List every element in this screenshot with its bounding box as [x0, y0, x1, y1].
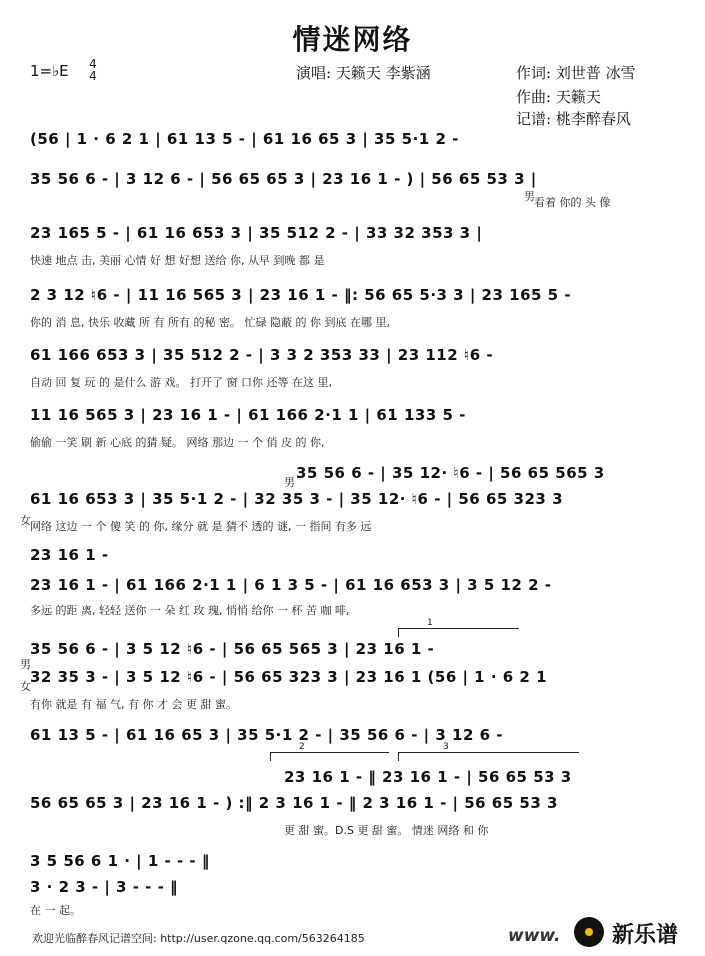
lyrics-line-11: 更 甜 蜜。D.S 更 甜 蜜。 情迷 网络 和 你 [284, 824, 489, 837]
lyrics-line-8: 多远 的距 离, 轻轻 送你 一 朵 红 玫 瑰, 悄悄 给你 一 杯 苦 咖 啡, [30, 604, 350, 617]
lyrics-line-2: 看着 你的 头 像 [534, 196, 611, 209]
female-mark: 女 [20, 514, 31, 527]
male-mark: 男 [524, 190, 535, 203]
volta-2 [270, 742, 389, 761]
female-mark: 女 [20, 680, 31, 693]
time-top: 4 [89, 57, 97, 71]
singers: 演唱: 天籁天 李紫涵 [296, 64, 431, 82]
volta-1 [398, 618, 519, 637]
volta-3-number: 3 [443, 742, 449, 752]
score-line-4: 2 3 12 ♮6 - | 11 16 565 3 | 23 16 1 - ‖: 56 65 5·3 3 | 23 165 5 - [30, 286, 572, 304]
record-disc-icon [574, 917, 604, 947]
score-line-7: 61 16 653 3 | 35 5·1 2 - | 32 35 3 - | 35 12· ♮6 - | 56 65 323 3 [30, 490, 564, 508]
lyricist: 作词: 刘世普 冰雪 [516, 64, 636, 82]
score-line-7-upper: 35 56 6 - | 35 12· ♮6 - | 56 65 565 3 [296, 464, 605, 482]
time-bottom: 4 [89, 69, 97, 83]
score-line-3: 23 165 5 - | 61 16 653 3 | 35 512 2 - | 33 32 353 3 | [30, 224, 483, 242]
watermark-text: www. [508, 926, 561, 946]
male-mark: 男 [20, 658, 31, 671]
composer: 作曲: 天籁天 [516, 88, 601, 106]
score-line-2: 35 56 6 - | 3 12 6 - | 56 65 65 3 | 23 16 1 - ) | 56 65 53 3 | [30, 170, 537, 188]
lyrics-line-4: 你的 消 息, 快乐 收藏 所 有 所有 的秘 密。 忙碌 隐蔽 的 你 到底 在哪 里, [30, 316, 390, 329]
score-line-5: 61 166 653 3 | 35 512 2 - | 3 3 2 353 33 | 23 112 ♮6 - [30, 346, 494, 364]
time-signature [86, 58, 100, 82]
score-line-6: 11 16 565 3 | 23 16 1 - | 61 166 2·1 1 | 61 133 5 - [30, 406, 466, 424]
volta-2-number: 2 [299, 742, 305, 752]
male-mark: 男 [284, 476, 295, 489]
lyrics-line-3: 快速 地点 击, 美丽 心情 好 想 好想 送给 你, 从早 到晚 都 是 [30, 254, 325, 267]
lyrics-line-12: 在 一 起。 [30, 904, 81, 917]
score-line-12-upper: 3 5 56 6 1 · | 1 - - - ‖ [30, 852, 210, 870]
site-logo [568, 914, 700, 950]
transcriber: 记谱: 桃李醉春风 [516, 110, 631, 128]
key-signature: 1=♭E [30, 62, 69, 80]
footer-credit: 欢迎光临醉春风记谱空间: http://user.qzone.qq.com/563264185 [32, 932, 365, 945]
score-line-8-upper: 23 16 1 - [30, 546, 109, 564]
score-line-11-upper: 23 16 1 - ‖ 23 16 1 - | 56 65 53 3 [284, 768, 572, 786]
score-line-11: 56 65 65 3 | 23 16 1 - ) :‖ 2 3 16 1 - ‖ 2 3 16 1 - | 56 65 53 3 [30, 794, 558, 812]
logo-text: 新乐谱 [612, 923, 679, 948]
score-line-8: 23 16 1 - | 61 166 2·1 1 | 6 1 3 5 - | 61 16 653 3 | 3 5 12 2 - [30, 576, 552, 594]
score-line-9: 32 35 3 - | 3 5 12 ♮6 - | 56 65 323 3 | 23 16 1 (56 | 1 · 6 2 1 [30, 668, 548, 686]
score-line-1: (56 | 1 · 6 2 1 | 61 13 5 - | 61 16 65 3 | 35 5·1 2 - [30, 130, 459, 148]
lyrics-line-5: 自动 回 复 玩 的 是什么 游 戏。 打开了 窗 口你 还等 在这 里, [30, 376, 332, 389]
lyrics-line-9: 有你 就是 有 福 气, 有 你 才 会 更 甜 蜜。 [30, 698, 237, 711]
volta-3 [398, 742, 579, 761]
score-line-10: 61 13 5 - | 61 16 65 3 | 35 5·1 2 - | 35 56 6 - | 3 12 6 - [30, 726, 503, 744]
song-title: 情迷网络 [292, 23, 413, 56]
volta-1-number: 1 [427, 618, 433, 628]
lyrics-line-7: 网络 这边 一 个 傻 笑 的 你, 缘分 就 是 猜不 透的 谜, 一 指间 有多 远 [30, 520, 372, 533]
score-line-9-upper: 35 56 6 - | 3 5 12 ♮6 - | 56 65 565 3 | 23 16 1 - [30, 640, 435, 658]
score-line-12: 3 · 2 3 - | 3 - - - ‖ [30, 878, 179, 896]
lyrics-line-6: 偷偷 一笑 刷 新 心底 的猜 疑。 网络 那边 一 个 俏 皮 的 你, [30, 436, 325, 449]
